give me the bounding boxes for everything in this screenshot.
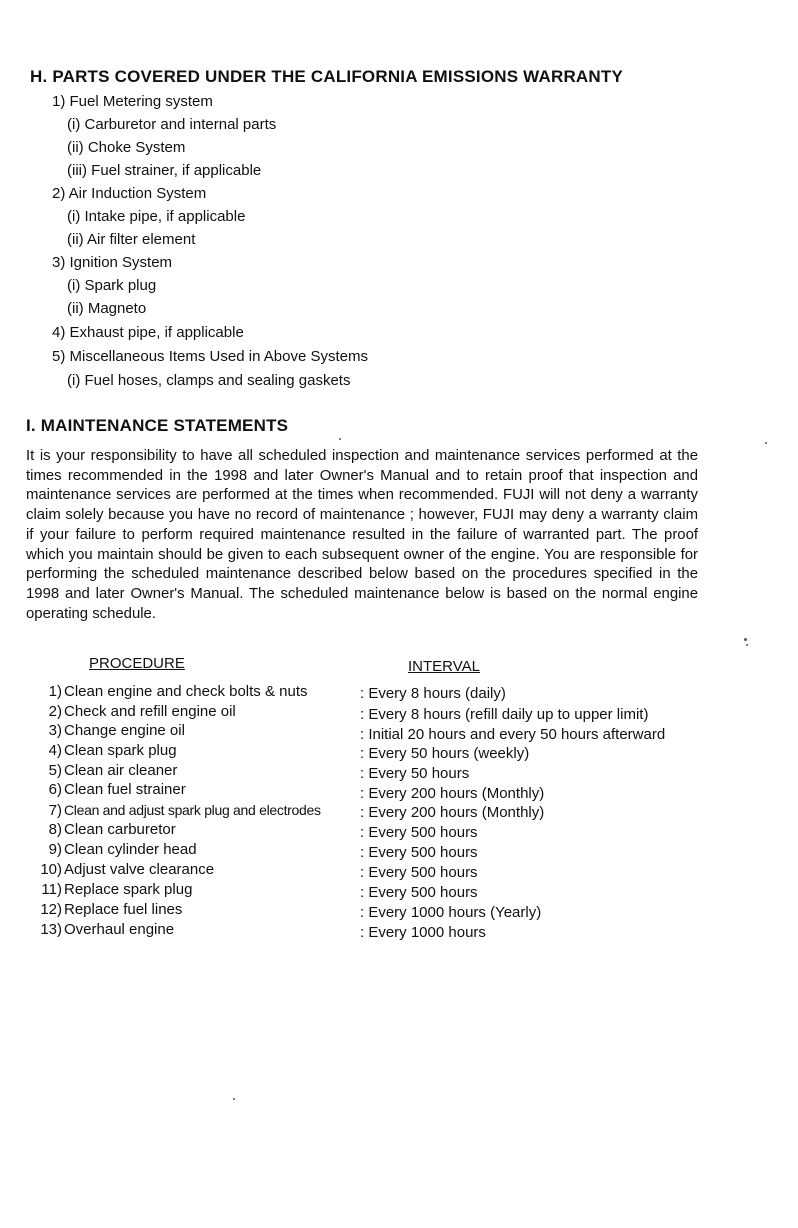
scan-speck [744, 638, 747, 641]
row-number: 1) [48, 683, 62, 700]
scan-speck [339, 438, 341, 440]
row-number: 7) [48, 802, 62, 819]
row-number: 13) [40, 921, 62, 938]
table-row [28, 861, 348, 879]
row-number: 8) [48, 821, 62, 838]
row-number: 2) [48, 703, 62, 720]
list-item: (i) Carburetor and internal parts [67, 116, 277, 133]
row-number: 5) [48, 762, 62, 779]
table-row [28, 901, 348, 919]
scan-speck [746, 644, 748, 646]
interval-cell: : Every 50 hours (weekly) [360, 745, 530, 762]
list-item: 5) Miscellaneous Items Used in Above Systems [52, 348, 368, 365]
interval-cell: : Every 500 hours [360, 864, 478, 881]
scan-speck [765, 442, 767, 444]
list-item: (ii) Magneto [67, 300, 147, 317]
procedure-header: PROCEDURE [89, 655, 185, 672]
list-item: (i) Spark plug [67, 277, 157, 294]
list-item: 2) Air Induction System [52, 185, 207, 202]
procedure-cell: Clean cylinder head [64, 841, 197, 858]
list-item: (i) Fuel hoses, clamps and sealing gaskets [67, 372, 351, 389]
table-row [28, 881, 348, 899]
table-row [28, 722, 348, 740]
row-number: 6) [48, 781, 62, 798]
interval-cell: : Every 200 hours (Monthly) [360, 804, 545, 821]
table-row [28, 683, 348, 701]
table-row [28, 921, 348, 939]
row-number: 3) [48, 722, 62, 739]
list-item: 4) Exhaust pipe, if applicable [52, 324, 244, 341]
list-item: (i) Intake pipe, if applicable [67, 208, 246, 225]
table-row [28, 762, 348, 780]
list-item: (ii) Air filter element [67, 231, 196, 248]
procedure-cell: Clean engine and check bolts & nuts [64, 683, 308, 700]
maintenance-paragraph: It is your responsibility to have all scheduled inspection and maintenance services performed at the times recommended in the 1998 and later Owner's Manual and to retain proof that inspection and maintenance services are performed at the times when recommended. FUJI will not deny a warranty claim solely because you have no record of maintenance ; however, FUJI may deny a warranty claim if your failure to perform required maintenance resulted in the failure of warranted part. The proof which you maintain should be given to each subsequent owner of the engine. You are responsible for performing the scheduled maintenance described below based on the procedures specified in the 1998 and later Owner's Manual. The scheduled maintenance below is based on the normal engine operating schedule. [26, 448, 698, 622]
interval-cell: : Every 8 hours (refill daily up to upper limit) [360, 706, 649, 723]
table-row [28, 801, 348, 820]
interval-cell: : Every 50 hours [360, 765, 470, 782]
procedure-cell: Clean spark plug [64, 742, 177, 759]
interval-cell: : Every 8 hours (daily) [360, 685, 506, 702]
interval-cell: : Every 1000 hours [360, 924, 486, 941]
procedure-cell: Replace spark plug [64, 881, 193, 898]
scan-speck [233, 1098, 235, 1100]
section-h-title: H. PARTS COVERED UNDER THE CALIFORNIA EMISSIONS WARRANTY [30, 67, 624, 86]
procedure-cell: Change engine oil [64, 722, 185, 739]
procedure-cell: Clean fuel strainer [64, 781, 186, 798]
row-number: 11) [41, 881, 62, 898]
table-row [28, 781, 348, 799]
table-row [28, 841, 348, 859]
table-row [28, 703, 348, 721]
row-number: 10) [40, 861, 62, 878]
interval-cell: : Every 500 hours [360, 884, 478, 901]
row-number: 12) [40, 901, 62, 918]
list-item: 1) Fuel Metering system [52, 93, 213, 110]
procedure-cell: Clean and adjust spark plug and electrodes [64, 802, 321, 818]
interval-cell: : Every 500 hours [360, 824, 478, 841]
list-item: (ii) Choke System [67, 139, 186, 156]
procedure-cell: Overhaul engine [64, 921, 175, 938]
section-i-title: I. MAINTENANCE STATEMENTS [26, 416, 289, 435]
interval-cell: : Every 200 hours (Monthly) [360, 785, 545, 802]
procedure-cell: Clean air cleaner [64, 762, 178, 779]
procedure-cell: Adjust valve clearance [64, 861, 215, 878]
row-number: 9) [48, 841, 62, 858]
procedure-cell: Check and refill engine oil [64, 703, 236, 720]
procedure-cell: Replace fuel lines [64, 901, 183, 918]
interval-cell: : Every 1000 hours (Yearly) [360, 904, 542, 921]
table-row [28, 742, 348, 760]
list-item: 3) Ignition System [52, 254, 173, 271]
list-item: (iii) Fuel strainer, if applicable [67, 162, 262, 179]
procedure-cell: Clean carburetor [64, 821, 176, 838]
interval-cell: : Initial 20 hours and every 50 hours afterward [360, 726, 666, 743]
interval-cell: : Every 500 hours [360, 844, 478, 861]
interval-header: INTERVAL [408, 658, 480, 675]
table-row [28, 821, 348, 839]
row-number: 4) [48, 742, 62, 759]
